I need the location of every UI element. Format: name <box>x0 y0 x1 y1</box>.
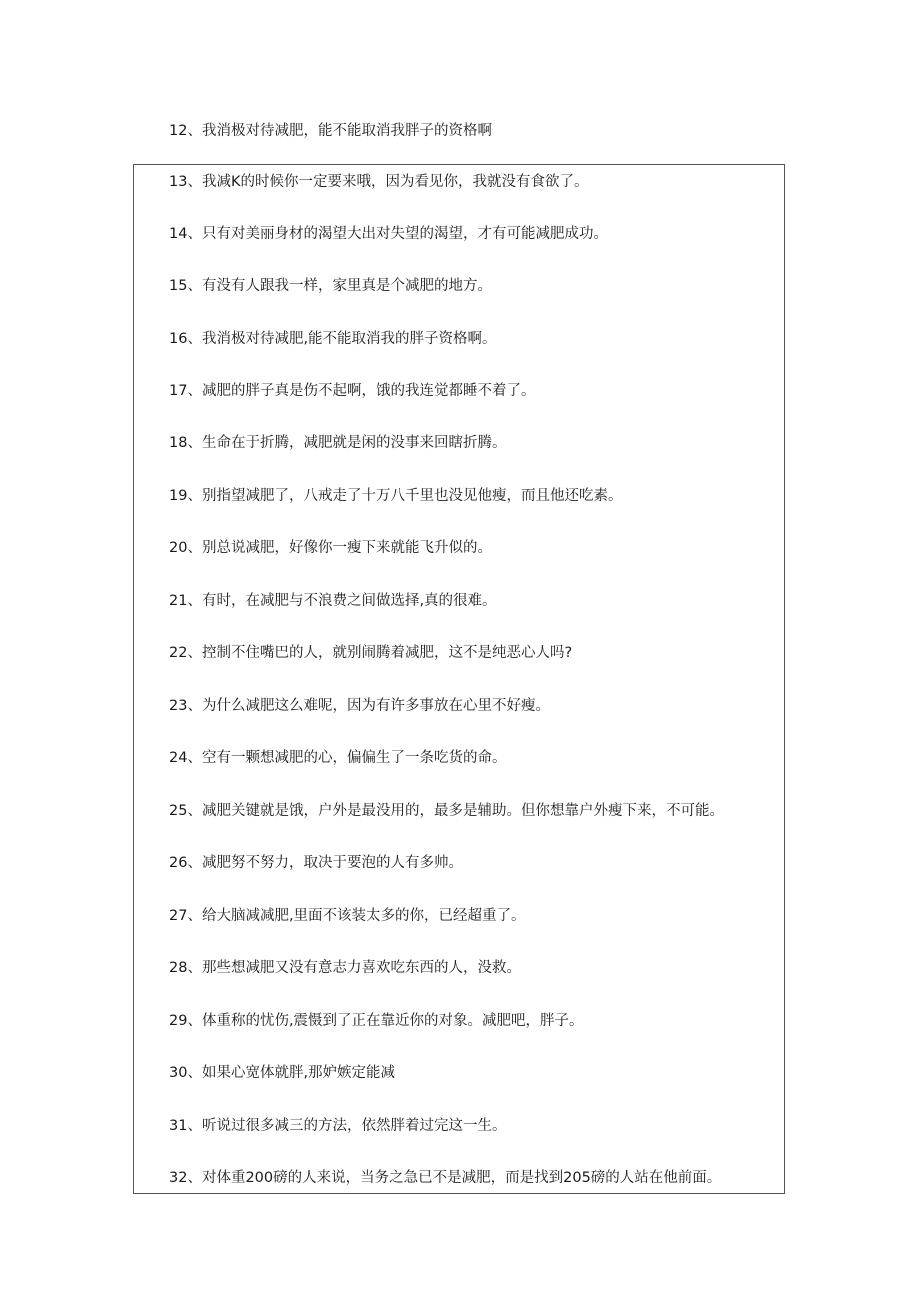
list-item <box>169 696 550 716</box>
item-number: 26、 <box>169 855 202 871</box>
item-number: 18、 <box>169 435 202 451</box>
list-item <box>169 329 497 349</box>
item-number: 28、 <box>169 960 202 976</box>
list-item <box>169 748 506 768</box>
item-number: 20、 <box>169 540 202 556</box>
item-text: 对体重200磅的人来说，当务之急已不是减肥，而是找到205磅的人站在他前面。 <box>201 1170 722 1186</box>
list-item <box>169 433 506 453</box>
item-text: 有时，在减肥与不浪费之间做选择,真的很难。 <box>201 593 497 609</box>
list-item <box>169 381 535 401</box>
item-number: 29、 <box>169 1013 202 1029</box>
item-number: 15、 <box>169 278 202 294</box>
item-number: 23、 <box>169 698 202 714</box>
list-item <box>169 1168 721 1188</box>
item-number: 16、 <box>169 331 202 347</box>
list-item <box>169 538 492 558</box>
list-item <box>169 224 608 244</box>
item-text: 减肥努不努力，取决于要泡的人有多帅。 <box>201 855 463 871</box>
item-number: 25、 <box>169 803 202 819</box>
item-text: 只有对美丽身材的渴望大出对失望的渴望，才有可能减肥成功。 <box>201 226 608 242</box>
item-text: 我减K的时候你一定要来哦，因为看见你，我就没有食欲了。 <box>201 174 589 190</box>
item-text: 控制不住嘴巴的人，就别闹腾着减肥，这不是纯恶心人吗? <box>201 645 573 661</box>
item-number: 19、 <box>169 488 202 504</box>
item-number: 21、 <box>169 593 202 609</box>
item-text: 那些想减肥又没有意志力喜欢吃东西的人，没救。 <box>201 960 521 976</box>
item-text: 减肥关键就是饿，户外是最没用的，最多是辅助。但你想靠户外瘦下来，不可能。 <box>201 803 724 819</box>
item-text: 空有一颗想减肥的心，偏偏生了一条吃货的命。 <box>201 750 507 766</box>
item-text: 别总说减肥，好像你一瘦下来就能飞升似的。 <box>201 540 492 556</box>
item-number: 17、 <box>169 383 202 399</box>
item-number: 12、 <box>169 123 202 139</box>
item-text: 减肥的胖子真是伤不起啊，饿的我连觉都睡不着了。 <box>201 383 536 399</box>
list-item <box>169 958 521 978</box>
list-item <box>169 1116 506 1136</box>
list-item <box>169 1063 395 1083</box>
list-item <box>169 643 572 663</box>
item-number: 31、 <box>169 1118 202 1134</box>
list-item <box>169 906 526 926</box>
item-number: 24、 <box>169 750 202 766</box>
item-text: 体重称的忧伤,震慑到了正在靠近你的对象。减肥吧，胖子。 <box>201 1013 584 1029</box>
list-item <box>169 276 492 296</box>
item-text: 有没有人跟我一样，家里真是个减肥的地方。 <box>201 278 492 294</box>
list-item <box>169 801 724 821</box>
item-text: 别指望减肥了，八戒走了十万八千里也没见他瘦，而且他还吃素。 <box>201 488 623 504</box>
item-number: 27、 <box>169 908 202 924</box>
item-text: 如果心宽体就胖,那妒嫉定能减 <box>201 1065 396 1081</box>
item-text: 我消极对待减肥，能不能取消我胖子的资格啊 <box>201 123 492 139</box>
list-item <box>169 853 463 873</box>
item-number: 30、 <box>169 1065 202 1081</box>
item-text: 听说过很多减三的方法，依然胖着过完这一生。 <box>201 1118 507 1134</box>
content-box <box>133 164 785 1194</box>
item-text: 生命在于折腾，减肥就是闲的没事来回瞎折腾。 <box>201 435 507 451</box>
list-item <box>169 121 492 141</box>
item-number: 32、 <box>169 1170 202 1186</box>
list-item <box>169 1011 584 1031</box>
item-text: 我消极对待减肥,能不能取消我的胖子资格啊。 <box>201 331 497 347</box>
list-item <box>169 486 622 506</box>
item-number: 14、 <box>169 226 202 242</box>
list-item <box>169 591 497 611</box>
item-number: 13、 <box>169 174 202 190</box>
item-text: 给大脑减减肥,里面不该装太多的你，已经超重了。 <box>201 908 526 924</box>
list-item <box>169 172 588 192</box>
item-text: 为什么减肥这么难呢，因为有许多事放在心里不好瘦。 <box>201 698 550 714</box>
item-number: 22、 <box>169 645 202 661</box>
